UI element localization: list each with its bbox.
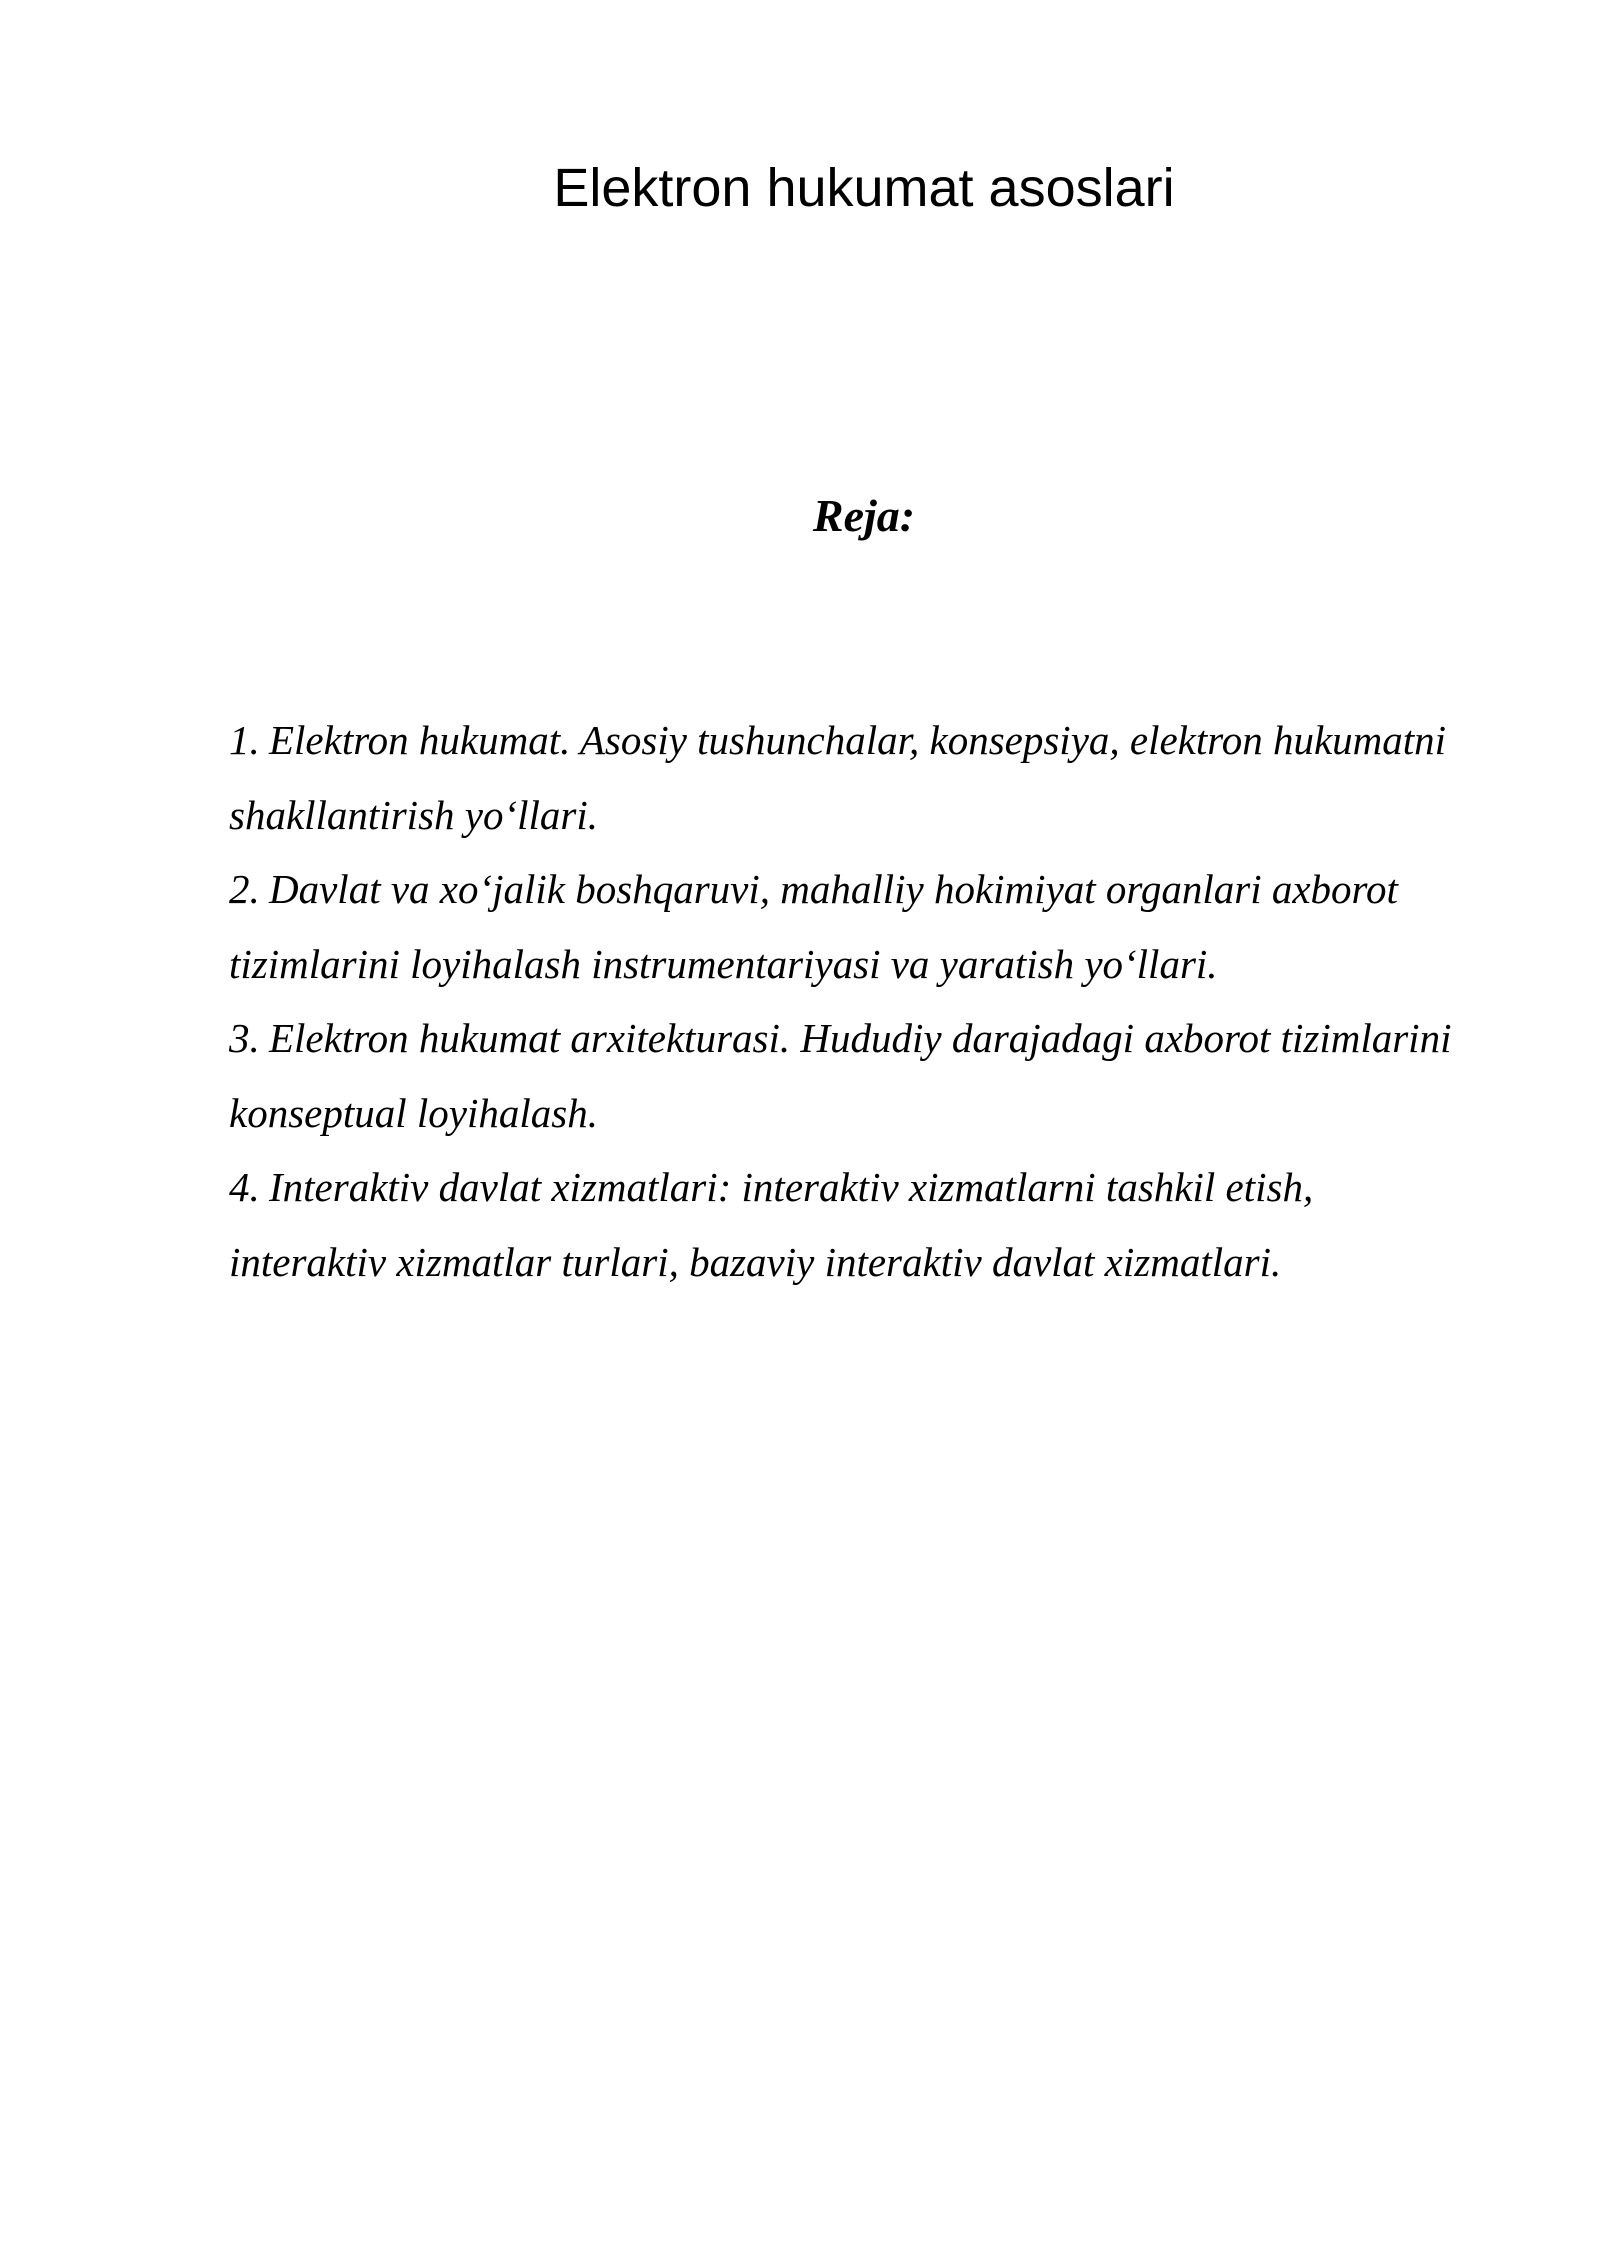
document-title: Elektron hukumat asoslari	[553, 158, 1175, 218]
plan-item-1	[229, 703, 1469, 852]
plan-item-number: 2.	[229, 866, 260, 912]
plan-item-number: 4.	[229, 1164, 260, 1210]
plan-item-text: Elektron hukumat. Asosiy tushunchalar, konsepsiya, elektron hukumatni shakllantirish yo‘llari.	[229, 717, 1447, 838]
plan-list	[229, 703, 1469, 1299]
plan-item-3	[229, 1001, 1469, 1150]
plan-heading: Reja:	[812, 490, 916, 541]
plan-item-text: Interaktiv davlat xizmatlari: interaktiv xizmatlarni tashkil etish, interaktiv xizmatlar turlari, bazaviy interaktiv davlat xizmatlari.	[229, 1164, 1314, 1285]
plan-item-number: 3.	[229, 1015, 260, 1061]
plan-item-4	[229, 1150, 1469, 1299]
plan-item-text: Elektron hukumat arxitekturasi. Hududiy darajadagi axborot tizimlarini konseptual loyihalash.	[229, 1015, 1452, 1136]
plan-item-text: Davlat va xo‘jalik boshqaruvi, mahalliy hokimiyat organlari axborot tizimlarini loyihalash instrumentariyasi va yaratish yo‘llari.	[229, 866, 1398, 987]
plan-item-2	[229, 852, 1469, 1001]
plan-item-number: 1.	[229, 717, 260, 763]
